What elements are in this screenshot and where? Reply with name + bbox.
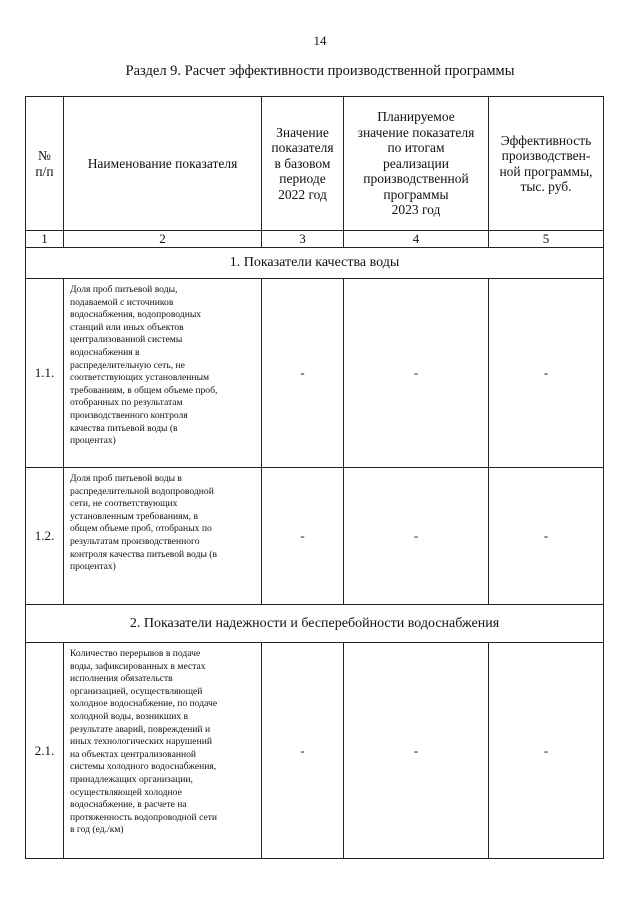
header-indicator-name: Наименование показателя bbox=[64, 97, 262, 231]
row-number: 2.1. bbox=[26, 643, 64, 859]
section-heading: 1. Показатели качества воды bbox=[26, 248, 604, 279]
table-row bbox=[26, 468, 604, 605]
section-row bbox=[26, 248, 604, 279]
header-base-value: Значение показателя в базовом периоде 2022 год bbox=[262, 97, 344, 231]
column-number: 1 bbox=[26, 231, 64, 248]
base-value: - bbox=[262, 279, 344, 468]
table-row bbox=[26, 279, 604, 468]
page-number: 14 bbox=[313, 33, 327, 48]
efficiency-value: - bbox=[489, 279, 604, 468]
column-number: 4 bbox=[344, 231, 489, 248]
indicator-name: Количество перерывов в подаче воды, зафиксированных в местах исполнения обязательств организацией, осуществляющей холодное водоснабжение, по подаче холодной воды, возникших в результате аварий, повреждений и иных технологических нарушений на объектах централизованной системы холодного водоснабжения, принадлежащих организации, осуществляющей холодное водоснабжение, в расчете на протяженность водопроводной сети в год (ед./км) bbox=[64, 643, 262, 859]
planned-value: - bbox=[344, 468, 489, 605]
efficiency-value: - bbox=[489, 468, 604, 605]
column-number: 3 bbox=[262, 231, 344, 248]
header-row bbox=[26, 97, 604, 231]
section-title: Раздел 9. Расчет эффективности производственной программы bbox=[125, 63, 515, 79]
section-heading: 2. Показатели надежности и бесперебойности водоснабжения bbox=[26, 605, 604, 643]
section-row bbox=[26, 605, 604, 643]
column-number-row bbox=[26, 231, 604, 248]
base-value: - bbox=[262, 643, 344, 859]
row-number: 1.2. bbox=[26, 468, 64, 605]
indicator-name: Доля проб питьевой воды, подаваемой с источников водоснабжения, водопроводных станций или иных объектов централизованной системы водоснабжения в распределительную сеть, не соответствующих установленным требованиям, в общем объеме проб, отобранных по результатам производственного контроля качества питьевой воды (в процентах) bbox=[64, 279, 262, 468]
table-row bbox=[26, 643, 604, 859]
row-number: 1.1. bbox=[26, 279, 64, 468]
header-efficiency: Эффективность производствен- ной программы, тыс. руб. bbox=[489, 97, 604, 231]
column-number: 5 bbox=[489, 231, 604, 248]
efficiency-value: - bbox=[489, 643, 604, 859]
planned-value: - bbox=[344, 279, 489, 468]
column-number: 2 bbox=[64, 231, 262, 248]
indicator-name: Доля проб питьевой воды в распределительной водопроводной сети, не соответствующих установленным требованиям, в общем объеме проб, отобраных по результатам производственного контроля качества питьевой воды (в процентах) bbox=[64, 468, 262, 605]
base-value: - bbox=[262, 468, 344, 605]
header-planned-value: Планируемое значение показателя по итогам реализации производственной программы 2023 год bbox=[344, 97, 489, 231]
planned-value: - bbox=[344, 643, 489, 859]
efficiency-table bbox=[25, 96, 604, 859]
header-number: № п/п bbox=[26, 97, 64, 231]
